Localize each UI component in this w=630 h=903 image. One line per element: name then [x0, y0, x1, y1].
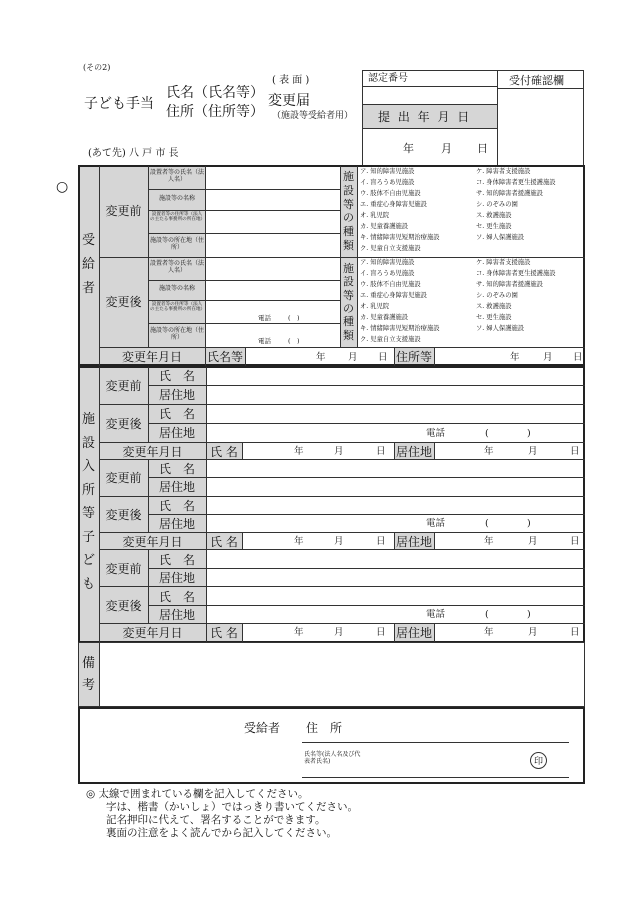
child1-name-year: 年: [294, 446, 304, 457]
after-owner-name-label: 設置者等の氏名（法人名）: [150, 260, 205, 274]
kind-option[interactable]: ア. 知的障害児施設: [360, 259, 415, 266]
change-form-title: 変更届: [268, 93, 310, 109]
child2-phone-label: 電話: [426, 518, 446, 529]
kind-option[interactable]: シ. のぞみの園: [476, 292, 518, 299]
kind-option[interactable]: イ. 盲ろうあ児施設: [360, 179, 415, 186]
child3-after-name-label: 氏 名: [158, 590, 195, 604]
cert-number-field[interactable]: [380, 88, 490, 102]
child1-before-residence-label: 居住地: [158, 388, 195, 402]
child2-after-name-label: 氏 名: [158, 499, 195, 513]
after-owner-phone-paren: ( ): [288, 314, 300, 322]
child3-after-name-field[interactable]: [207, 587, 584, 605]
child1-after-label: 変更後: [105, 417, 142, 431]
after-facility-location-field[interactable]: [206, 324, 339, 347]
addressee: (あて先) 八 戸 市 長: [88, 148, 179, 159]
before-facility-name-field[interactable]: [206, 190, 339, 210]
child2-res-day: 日: [570, 536, 580, 547]
recipient-change-date-label: 変更年月日: [121, 350, 182, 364]
addr-change-year: 年: [510, 352, 520, 363]
child3-residence-short-label: 居住地: [395, 626, 432, 640]
submit-day-label: 日: [477, 142, 488, 155]
child2-before-name-label: 氏 名: [158, 462, 195, 476]
kind-option[interactable]: セ. 更生施設: [476, 223, 512, 230]
child2-before-residence-field[interactable]: [207, 478, 584, 496]
children-title: 施 設 入 所 等 子 ど も: [81, 412, 95, 592]
child2-before-label: 変更前: [105, 471, 142, 485]
name-change-month: 月: [348, 352, 358, 363]
kind-option[interactable]: セ. 更生施設: [476, 314, 512, 321]
remarks-title: 備 考: [81, 655, 95, 693]
child2-name-day: 日: [376, 536, 386, 547]
child3-change-date-label: 変更年月日: [122, 626, 183, 640]
submit-year-label: 年: [403, 142, 414, 155]
child1-before-name-field[interactable]: [207, 368, 584, 385]
child3-phone-label: 電話: [426, 609, 446, 620]
before-owner-name-label: 設置者等の氏名（法人名）: [150, 169, 205, 183]
before-facility-name-label: 施設等の名称: [158, 195, 195, 202]
child2-res-month: 月: [528, 536, 538, 547]
child2-before-name-field[interactable]: [207, 460, 584, 477]
kind-option[interactable]: ケ. 障害者支援施設: [476, 259, 531, 266]
seal-icon: [530, 752, 547, 769]
child1-before-label: 変更前: [105, 379, 142, 393]
before-owner-address-field[interactable]: [206, 211, 339, 233]
facility-user-label: （施設等受給者用）: [272, 111, 354, 121]
submit-month-label: 月: [441, 142, 452, 155]
after-facility-location-label: 施設等の所在地（住所）: [150, 327, 205, 341]
cert-number-label: 認定番号: [368, 73, 408, 84]
child1-name-day: 日: [376, 446, 386, 457]
child2-phone-close: ): [527, 518, 531, 529]
child1-change-date-label: 変更年月日: [122, 445, 183, 459]
child1-phone-close: ): [527, 428, 531, 439]
child1-res-month: 月: [528, 446, 538, 457]
after-facility-phone-label: 電話: [258, 337, 271, 345]
before-kind-title: 施 設 等 の 種 類: [343, 170, 354, 252]
signature-address-field[interactable]: [360, 718, 565, 740]
child1-before-residence-field[interactable]: [207, 386, 584, 404]
child3-res-month: 月: [528, 627, 538, 638]
kind-option[interactable]: ス. 救護施設: [476, 212, 512, 219]
child3-after-label: 変更後: [105, 599, 142, 613]
recipient-name-etc-label: 氏名等: [206, 350, 243, 364]
receipt-label: 受付確認欄: [509, 74, 564, 87]
seal-label: 印: [533, 757, 543, 767]
child2-phone-open: (: [485, 518, 489, 529]
child2-name-year: 年: [294, 536, 304, 547]
child3-res-year: 年: [484, 627, 494, 638]
recipient-title: 受 給 者: [81, 232, 95, 296]
kind-option[interactable]: サ. 知的障害者援護施設: [476, 190, 543, 197]
name-change-day: 日: [378, 352, 388, 363]
child3-res-day: 日: [570, 627, 580, 638]
child3-before-residence-field[interactable]: [207, 569, 584, 586]
kind-option[interactable]: キ. 情緒障害児短期治療施設: [360, 234, 440, 241]
kind-option[interactable]: ウ. 肢体不自由児施設: [360, 281, 421, 288]
child3-phone-open: (: [485, 609, 489, 620]
recipient-before-label: 変更前: [105, 204, 142, 218]
child1-after-residence-label: 居住地: [158, 426, 195, 440]
child2-after-residence-label: 居住地: [158, 517, 195, 531]
child1-name-short-label: 氏 名: [210, 445, 238, 459]
kind-option[interactable]: イ. 盲ろうあ児施設: [360, 270, 415, 277]
after-owner-address-label: 設置者等の住所等（法人の主たる事務所の所在地）: [150, 302, 206, 313]
before-owner-address-label: 設置者等の住所等（法人の主たる事務所の所在地）: [150, 212, 206, 223]
note-line: 字は、楷書（かいしょ）ではっきり書いてください。: [106, 801, 358, 813]
recipient-after-label: 変更後: [105, 295, 142, 309]
child3-phone-close: ): [527, 609, 531, 620]
after-facility-name-label: 施設等の名称: [158, 285, 195, 292]
child3-name-month: 月: [334, 627, 344, 638]
kind-option[interactable]: ア. 知的障害児施設: [360, 168, 415, 175]
name-line: 氏名（氏名等）: [166, 85, 264, 101]
kind-option[interactable]: サ. 知的障害者援護施設: [476, 281, 543, 288]
child2-change-date-label: 変更年月日: [122, 535, 183, 549]
after-owner-phone-label: 電話: [258, 314, 271, 322]
child3-name-year: 年: [294, 627, 304, 638]
child3-after-residence-label: 居住地: [158, 608, 195, 622]
address-line: 住所（住所等）: [166, 104, 264, 120]
note-line: ◎ 太線で囲まれている欄を記入してください。: [86, 788, 309, 800]
child1-after-name-label: 氏 名: [158, 407, 195, 421]
signature-name-field[interactable]: [370, 748, 520, 770]
signature-recipient-label: 受給者: [244, 721, 281, 735]
front-label: ( 表 面 ): [272, 75, 310, 86]
circle-mark: ○: [56, 179, 69, 195]
kind-option[interactable]: ソ. 婦人保護施設: [476, 234, 525, 241]
child1-after-name-field[interactable]: [207, 405, 584, 423]
note-line: 裏面の注意をよく読んでから記入してください。: [106, 827, 337, 839]
kind-option[interactable]: オ. 乳児院: [360, 212, 390, 219]
child1-residence-short-label: 居住地: [395, 445, 432, 459]
child1-before-name-label: 氏 名: [158, 369, 195, 383]
child2-after-name-field[interactable]: [207, 497, 584, 514]
kind-option[interactable]: カ. 児童養護施設: [360, 314, 409, 321]
child3-before-name-field[interactable]: [207, 550, 584, 568]
child3-before-name-label: 氏 名: [158, 553, 195, 567]
before-facility-location-label: 施設等の所在地（住所）: [150, 237, 205, 251]
child2-name-month: 月: [334, 536, 344, 547]
child2-res-year: 年: [484, 536, 494, 547]
child2-before-residence-label: 居住地: [158, 480, 195, 494]
after-facility-name-field[interactable]: [206, 281, 339, 300]
kind-option[interactable]: ス. 救護施設: [476, 303, 512, 310]
after-facility-phone-paren: ( ): [288, 337, 300, 345]
child1-name-month: 月: [334, 446, 344, 457]
kind-option[interactable]: カ. 児童養護施設: [360, 223, 409, 230]
kind-option[interactable]: ケ. 障害者支援施設: [476, 168, 531, 175]
kind-option[interactable]: ク. 児童自立支援施設: [360, 336, 421, 343]
kind-option[interactable]: シ. のぞみの園: [476, 201, 518, 208]
recipient-addr-etc-label: 住所等: [395, 350, 432, 364]
kind-option[interactable]: キ. 情緒障害児短期治療施設: [360, 325, 440, 332]
addr-change-month: 月: [543, 352, 553, 363]
child1-res-year: 年: [484, 446, 494, 457]
kind-option[interactable]: エ. 重症心身障害児施設: [360, 201, 427, 208]
child3-before-label: 変更前: [105, 562, 142, 576]
kind-option[interactable]: エ. 重症心身障害児施設: [360, 292, 427, 299]
signature-address-label: 住 所: [306, 721, 343, 735]
addr-change-day: 日: [573, 352, 583, 363]
kind-option[interactable]: コ. 身体障害者更生援護施設: [476, 179, 556, 186]
after-owner-address-field[interactable]: [206, 301, 339, 323]
child2-name-short-label: 氏 名: [210, 535, 238, 549]
signature-name-note: 氏名等(法人名及び代表者氏名): [304, 751, 361, 765]
kind-option[interactable]: オ. 乳児院: [360, 303, 390, 310]
before-owner-name-field[interactable]: [206, 167, 339, 189]
kind-option[interactable]: ク. 児童自立支援施設: [360, 245, 421, 252]
child3-name-day: 日: [376, 627, 386, 638]
child1-res-day: 日: [570, 446, 580, 457]
kind-option[interactable]: ソ. 婦人保護施設: [476, 325, 525, 332]
part-label: (その2): [83, 63, 111, 72]
name-change-year: 年: [316, 352, 326, 363]
submit-date-label: 提 出 年 月 日: [378, 110, 472, 124]
after-kind-title: 施 設 等 の 種 類: [343, 262, 354, 342]
child2-residence-short-label: 居住地: [395, 535, 432, 549]
after-owner-name-field[interactable]: [206, 258, 339, 280]
before-facility-location-field[interactable]: [206, 234, 339, 257]
child3-name-short-label: 氏 名: [210, 626, 238, 640]
child1-phone-label: 電話: [426, 428, 446, 439]
note-line: 記名押印に代えて、署名することができます。: [106, 814, 326, 826]
kind-option[interactable]: ウ. 肢体不自由児施設: [360, 190, 421, 197]
kind-option[interactable]: コ. 身体障害者更生援護施設: [476, 270, 556, 277]
child2-after-label: 変更後: [105, 508, 142, 522]
allowance-title: 子ども手当: [84, 96, 154, 112]
child3-before-residence-label: 居住地: [158, 571, 195, 585]
remarks-field[interactable]: [101, 645, 583, 705]
child1-phone-open: (: [485, 428, 489, 439]
